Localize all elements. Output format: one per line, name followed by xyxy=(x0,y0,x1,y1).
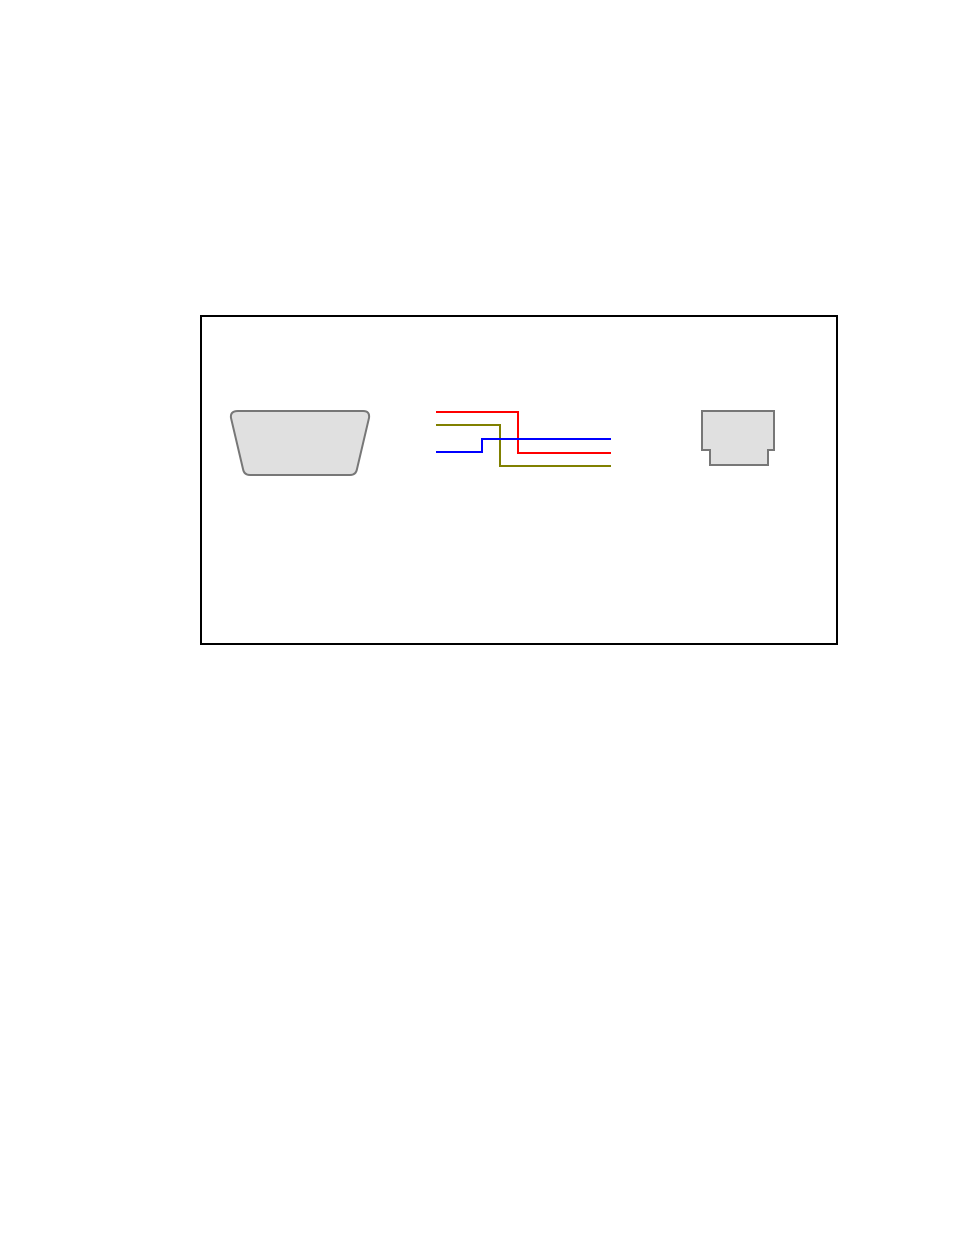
blue-wire xyxy=(436,439,611,452)
wiring-diagram xyxy=(200,315,838,645)
red-wire xyxy=(436,412,611,453)
olive-wire xyxy=(436,425,611,466)
db9-connector-shell xyxy=(231,411,369,475)
terminal-output xyxy=(282,835,302,945)
rj12-connector-shell xyxy=(702,411,774,465)
